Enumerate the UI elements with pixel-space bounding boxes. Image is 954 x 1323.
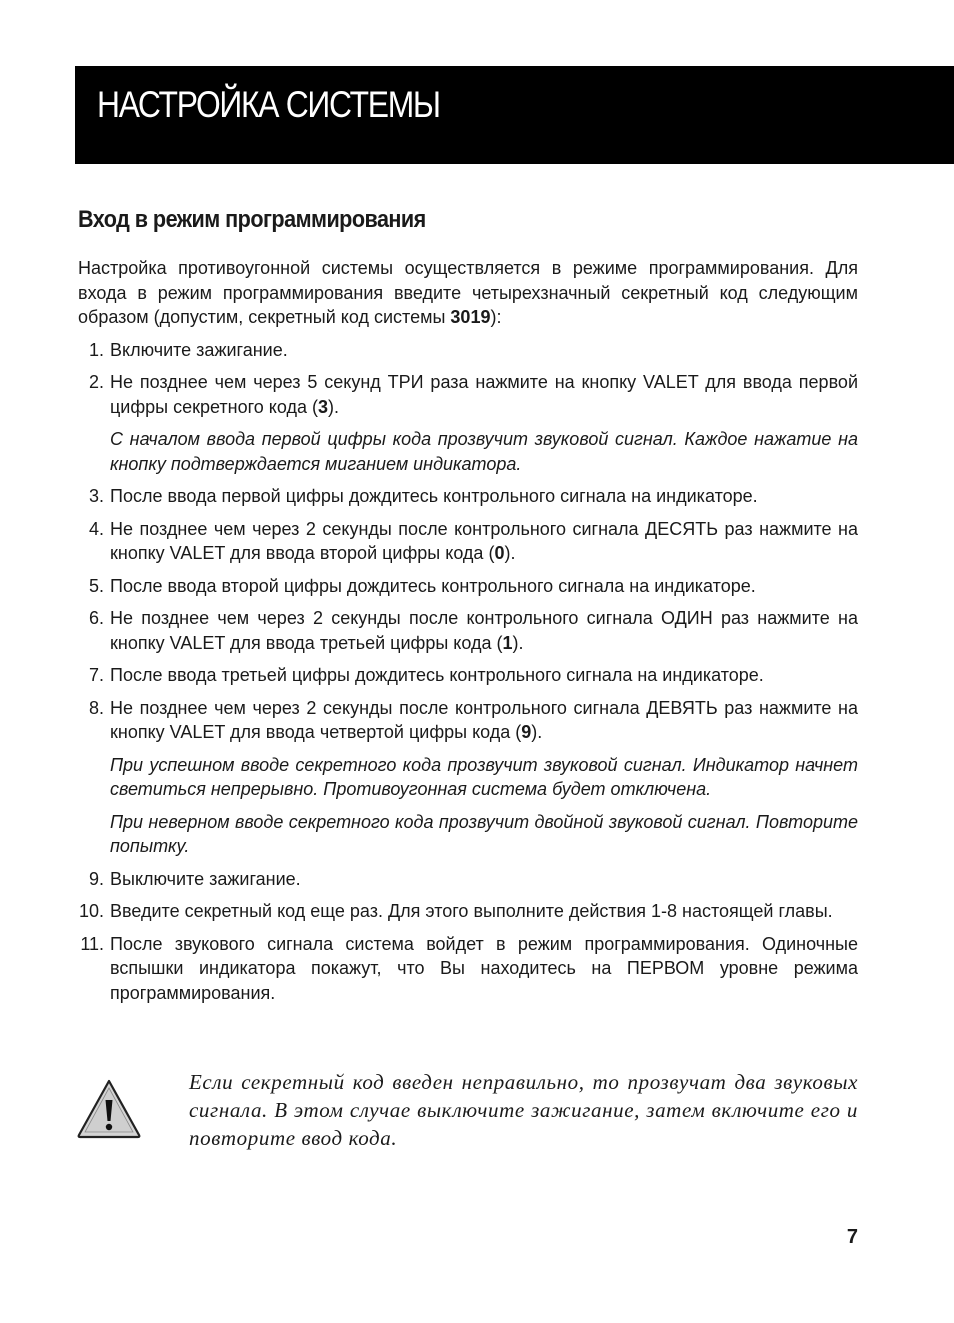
- step-text: [110, 484, 858, 509]
- list-item: [78, 606, 858, 655]
- step-note: При неверном вводе секретного кода прозвучит двойной звуковой сигнал. Повторите попытку.: [110, 811, 858, 856]
- list-item: [78, 370, 858, 476]
- code-digit: 9: [521, 722, 532, 742]
- step-text: [110, 899, 858, 924]
- step-end: ).: [328, 396, 340, 417]
- step-text: [110, 663, 858, 688]
- step-text: [110, 606, 858, 655]
- warning-triangle-icon: [76, 1078, 142, 1140]
- step-text: [110, 932, 858, 1006]
- list-item: [78, 899, 858, 924]
- code-digit: 3: [318, 396, 329, 417]
- step-text: [110, 370, 858, 419]
- step-text: [110, 338, 858, 363]
- warning-text: Если секретный код введен неправильно, то прозвучат два звуковых сигнала. В этом случае выключите зажигание, затем включите его и повторите ввод кода.: [189, 1070, 858, 1150]
- list-item: [78, 696, 858, 859]
- step-number: 2.: [88, 372, 104, 392]
- step-body: Не позднее чем через 2 секунды после контрольного сигнала ОДИН раз нажмите на кнопку VALET для ввода третьей цифры кода (: [110, 608, 858, 653]
- step-text: [110, 696, 858, 745]
- section-title: Вход в режим программирования: [78, 206, 426, 233]
- list-item: [78, 663, 858, 688]
- step-text: [110, 517, 858, 566]
- step-number: 1.: [88, 339, 104, 360]
- list-item: [78, 574, 858, 599]
- step-number: 4.: [88, 518, 104, 539]
- step-end: ).: [512, 632, 524, 653]
- page-number: 7: [846, 1226, 858, 1248]
- step-end: ).: [531, 722, 543, 742]
- step-number: 11.: [80, 933, 104, 954]
- step-note: С началом ввода первой цифры кода прозвучит звуковой сигнал. Каждое нажатие на кнопку подтверждается миганием индикатора.: [110, 429, 858, 474]
- step-body: После звукового сигнала система войдет в режим программирования. Одиночные вспышки индикатора покажут, что Вы находитесь на ПЕРВОМ уровне режима программирования.: [110, 933, 858, 1003]
- steps-list: [78, 338, 858, 1006]
- step-text: [110, 867, 858, 892]
- step-body: Не позднее чем через 5 секунд ТРИ раза нажмите на кнопку VALET для ввода первой цифры секретного кода (: [110, 372, 858, 417]
- page-title: НАСТРОЙКА СИСТЕМЫ: [97, 84, 440, 125]
- step-body: Выключите зажигание.: [110, 868, 301, 889]
- list-item: [78, 338, 858, 363]
- step-number: 9.: [88, 868, 104, 889]
- step-body: После ввода первой цифры дождитесь контрольного сигнала на индикаторе.: [110, 486, 758, 506]
- step-body: После ввода третьей цифры дождитесь контрольного сигнала на индикаторе.: [110, 665, 764, 685]
- content: [78, 256, 858, 1013]
- step-body: Не позднее чем через 2 секунды после контрольного сигнала ДЕСЯТЬ раз нажмите на кнопку VALET для ввода второй цифры кода (: [110, 518, 858, 563]
- header-bar: [75, 66, 954, 164]
- list-item: [78, 867, 858, 892]
- intro-end: ):: [490, 307, 502, 327]
- intro-text: Настройка противоугонной системы осуществляется в режиме программирования. Для входа в режим программирования введите четырехзначный секретный код следующим образом (допустим, секретный код системы: [78, 258, 858, 327]
- step-number: 6.: [88, 608, 104, 628]
- code-digit: 1: [502, 632, 513, 653]
- step-number: 7.: [88, 665, 104, 685]
- step-number: 3.: [88, 486, 104, 506]
- step-body: Не позднее чем через 2 секунды после контрольного сигнала ДЕВЯТЬ раз нажмите на кнопку VALET для ввода четвертой цифры кода (: [110, 697, 858, 742]
- secret-code: 3019: [450, 307, 491, 327]
- step-text: [110, 574, 858, 599]
- list-item: [78, 932, 858, 1006]
- step-number: 8.: [88, 697, 104, 718]
- intro-paragraph: [78, 256, 858, 330]
- list-item: [78, 484, 858, 509]
- warning-block: [76, 1068, 858, 1158]
- step-body: Включите зажигание.: [110, 339, 288, 360]
- list-item: [78, 517, 858, 566]
- step-number: 10.: [78, 901, 104, 921]
- step-body: После ввода второй цифры дождитесь контрольного сигнала на индикаторе.: [110, 575, 756, 596]
- step-body: Введите секретный код еще раз. Для этого выполните действия 1-8 настоящей главы.: [110, 901, 833, 921]
- step-note: При успешном вводе секретного кода прозвучит звуковой сигнал. Индикатор начнет светиться непрерывно. Противоугонная система будет отключена.: [110, 754, 858, 799]
- step-number: 5.: [88, 575, 104, 596]
- code-digit: 0: [494, 543, 505, 563]
- step-end: ).: [504, 543, 516, 563]
